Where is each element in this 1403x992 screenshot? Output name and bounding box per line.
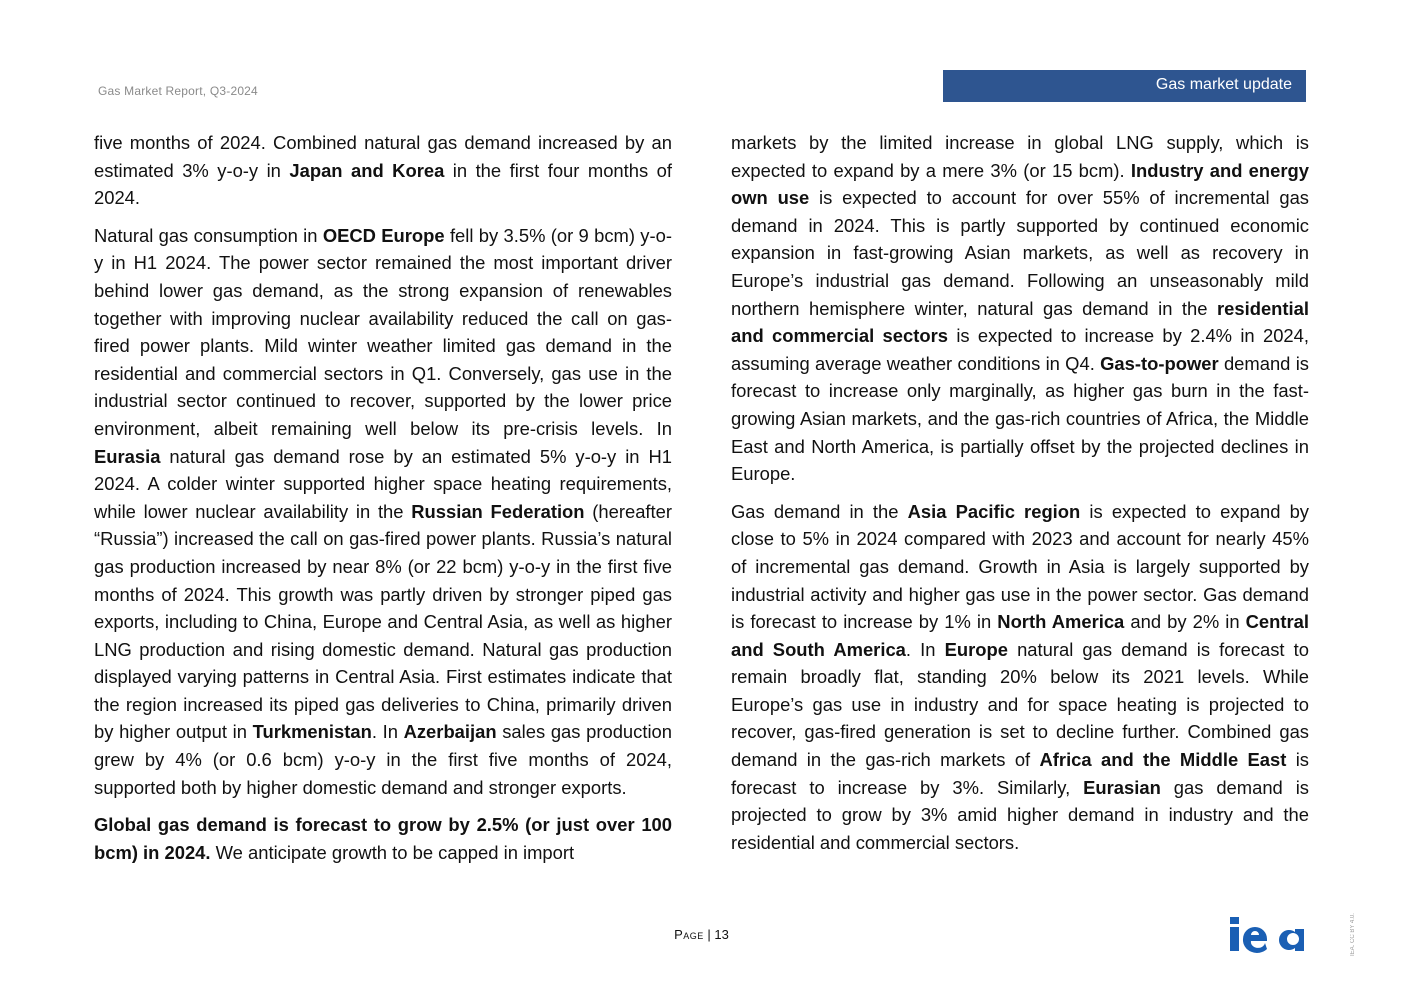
text-run: sales gas production grew by 4% (or 0.6 bcm) y-o-y in the first five months of 2024, supported both by higher domestic demand and stronger exports.: [94, 721, 673, 798]
paragraph: [94, 129, 672, 212]
page-separator: |: [707, 927, 711, 942]
text-run: markets by the limited increase in global LNG supply, which is expected to expand by a mere 3% (or 15 bcm).: [731, 132, 1309, 181]
report-title: Gas Market Report, Q3-2024: [98, 84, 258, 98]
bold-text: Central and South America: [731, 611, 1309, 660]
text-run: . In: [371, 721, 404, 743]
bold-text: Global gas demand is forecast to grow by 2.5% (or just over 100 bcm) in 2024.: [94, 814, 672, 863]
left-column: [94, 129, 672, 876]
bold-text: Azerbaijan: [403, 721, 497, 743]
page-footer: [0, 927, 1403, 942]
text-run: is expected to expand by close to 5% in 2024 compared with 2023 and account for nearly 45% of incremental gas demand. Growth in Asia is largely supported by industrial activity and higher gas use in the power sector. Gas demand is forecast to increase by 1% in: [731, 500, 1309, 633]
bold-text: Industry and energy own use: [731, 159, 1309, 209]
bold-text: North America: [997, 611, 1125, 633]
text-run: gas demand is projected to grow by 3% amid higher demand in industry and the residential and commercial sectors.: [731, 776, 1309, 853]
bold-text: Asia Pacific region: [907, 500, 1081, 522]
text-run: Natural gas consumption in: [94, 224, 323, 246]
text-run: in the first four months of 2024.: [94, 159, 672, 209]
bold-text: Eurasian: [1083, 776, 1161, 798]
bold-text: Japan and Korea: [289, 159, 445, 181]
section-label: Gas market update: [1155, 76, 1292, 93]
page-number: 13: [714, 927, 729, 942]
license-note: IEA. CC BY 4.0.: [1350, 913, 1356, 957]
text-run: Gas demand in the: [731, 500, 908, 522]
paragraph: [94, 222, 672, 801]
bold-text: residential and commercial sectors: [731, 297, 1309, 347]
text-run: is expected to account for over 55% of incremental gas demand in 2024. This is partly supported by continued economic expansion in fast-growing Asian markets, as well as recovery in Europe’s industrial gas demand. Following an unseasonably mild northern hemisphere winter, natural gas demand in the: [731, 187, 1309, 319]
bold-text: Europe: [944, 638, 1008, 660]
bold-text: OECD Europe: [322, 224, 445, 246]
text-run: demand is forecast to increase only marginally, as higher gas burn in the fast-growing Asian markets, and the gas-rich countries of Africa, the Middle East and North America, is partially offset by the projected declines in Europe.: [731, 352, 1309, 485]
text-run: natural gas demand is forecast to remain broadly flat, standing 20% below its 2021 levels. While Europe’s gas use in industry and for space heating is projected to recover, gas-fired generation is set to decline further. Combined gas demand in the gas-rich markets of: [731, 638, 1309, 771]
iea-logo-icon: [1229, 917, 1309, 953]
right-column: [731, 129, 1309, 866]
text-run: and by 2% in: [1124, 611, 1246, 633]
text-run: is forecast to increase by 3%. Similarly,: [731, 749, 1309, 798]
paragraph: [94, 811, 672, 866]
bold-text: Turkmenistan: [252, 721, 372, 743]
bold-text: Africa and the Middle East: [1039, 749, 1287, 771]
text-run: five months of 2024. Combined natural gas demand increased by an estimated 3% y-o-y in: [94, 132, 672, 181]
text-run: (hereafter “Russia”) increased the call on gas-fired power plants. Russia’s natural gas production increased by near 8% (or 22 bcm) y-o-y in the first five months of 2024. This growth was partly driven by stronger piped gas exports, including to China, Europe and Central Asia, as well as higher LNG production and rising domestic demand. Natural gas production displayed varying patterns in Central Asia. First estimates indicate that the region increased its piped gas deliveries to China, primarily driven by higher output in: [94, 500, 672, 743]
paragraph: [731, 498, 1309, 857]
paragraph: [731, 129, 1309, 488]
page-label: Page: [674, 927, 704, 942]
bold-text: Gas-to-power: [1100, 352, 1219, 374]
text-run: is expected to increase by 2.4% in 2024, assuming average weather conditions in Q4.: [731, 325, 1309, 374]
bold-text: Russian Federation: [411, 500, 585, 522]
bold-text: Eurasia: [94, 445, 161, 467]
text-run: We anticipate growth to be capped in import: [210, 841, 575, 863]
text-run: natural gas demand rose by an estimated 5% y-o-y in H1 2024. A colder winter supported higher space heating requirements, while lower nuclear availability in the: [94, 445, 672, 522]
text-run: fell by 3.5% (or 9 bcm) y-o-y in H1 2024. The power sector remained the most important driver behind lower gas demand, as the strong expansion of renewables together with improving nuclear availability reduced the call on gas-fired power plants. Mild winter weather limited gas demand in the residential and commercial sectors in Q1. Conversely, gas use in the industrial sector continued to recover, supported by the lower price environment, albeit remaining well below its pre-crisis levels. In: [94, 224, 672, 439]
section-banner: [943, 70, 1306, 102]
text-run: . In: [905, 638, 945, 660]
